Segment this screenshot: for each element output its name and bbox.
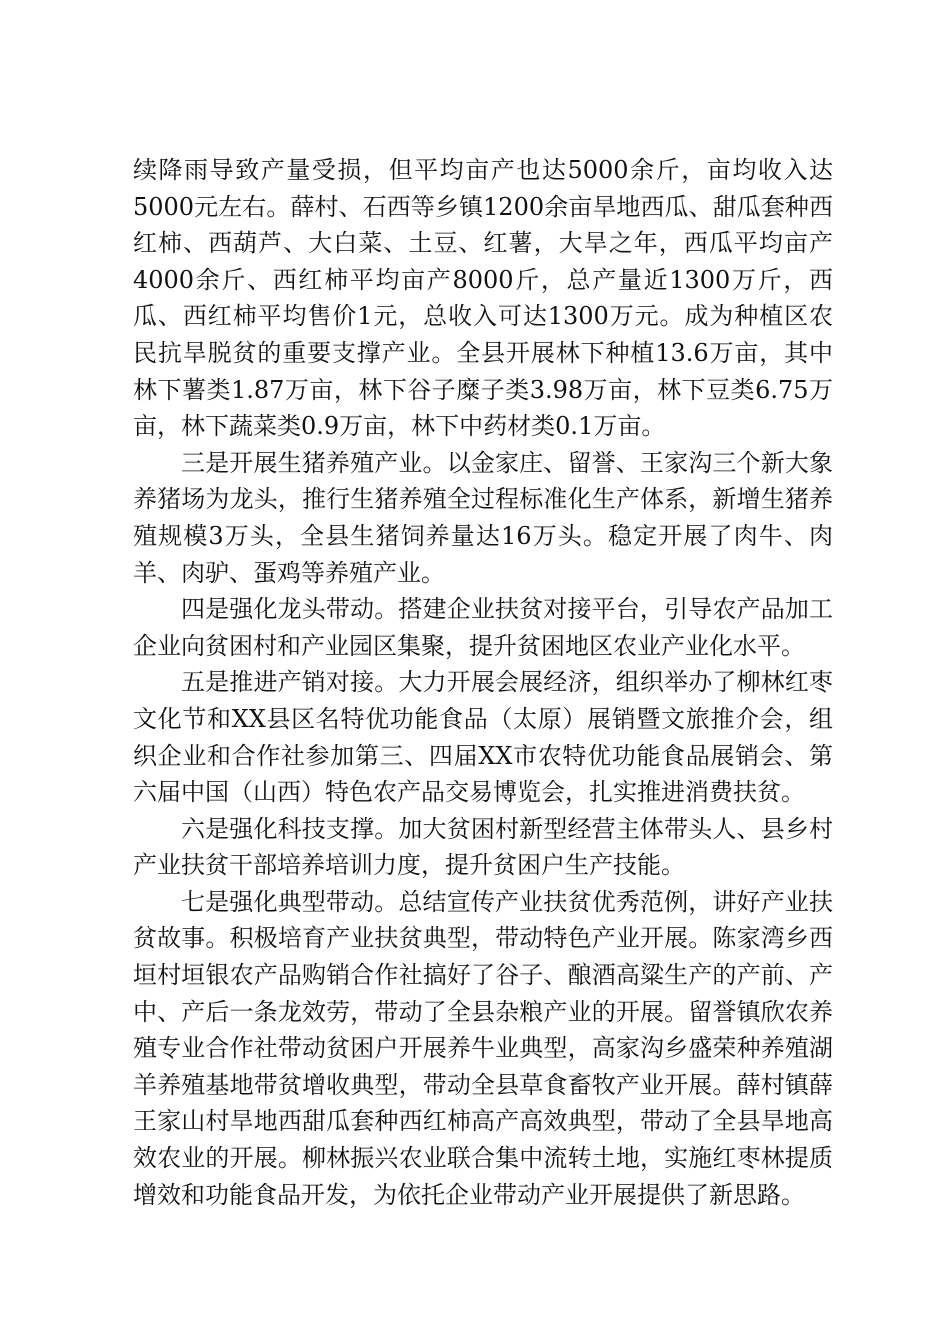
paragraph-pig-farming: 三是开展生猪养殖产业。以金家庄、留誉、王家沟三个新大象养猪场为龙头，推行生猪养殖全过程标准化生产体系，新增生猪养殖规模3万头，全县生猪饲养量达16万头。稳定开展了肉牛、肉羊、肉驴、蛋鸡等养殖产业。: [133, 448, 833, 587]
paragraph-leading-enterprises: 四是强化龙头带动。搭建企业扶贫对接平台，引导农产品加工企业向贫困村和产业园区集聚，提升贫困地区农业产业化水平。: [133, 595, 833, 660]
paragraph-production-marketing: 五是推进产销对接。大力开展会展经济，组织举办了柳林红枣文化节和XX县区名特优功能食品（太原）展销暨文旅推介会，组织企业和合作社参加第三、四届XX市农特优功能食品展销会、第六届中国（山西）特色农产品交易博览会，扎实推进消费扶贫。: [133, 668, 833, 807]
paragraph-planting-continued: 续降雨导致产量受损，但平均亩产也达5000余斤，亩均收入达5000元左右。薛村、石西等乡镇1200余亩旱地西瓜、甜瓜套种西红柿、西葫芦、大白菜、土豆、红薯，大旱之年，西瓜平均亩产4000余斤、西红柿平均亩产8000斤，总产量近1300万斤，西瓜、西红柿平均售价1元，总收入可达1300万元。成为种植区农民抗旱脱贫的重要支撑产业。全县开展林下种植13.6万亩，其中林下薯类1.87万亩，林下谷子糜子类3.98万亩，林下豆类6.75万亩，林下蔬菜类0.9万亩，林下中药材类0.1万亩。: [133, 156, 833, 441]
document-body: [133, 152, 833, 1213]
paragraph-typical-examples: 七是强化典型带动。总结宣传产业扶贫优秀范例，讲好产业扶贫故事。积极培育产业扶贫典型，带动特色产业开展。陈家湾乡西垣村垣银农产品购销合作社搞好了谷子、酿酒高粱生产的产前、产中、产后一条龙效劳，带动了全县杂粮产业的开展。留誉镇欣农养殖专业合作社带动贫困户开展养牛业典型，高家沟乡盛荣种养殖湖羊养殖基地带贫增收典型，带动全县草食畜牧产业开展。薛村镇薛王家山村旱地西甜瓜套种西红柿高产高效典型，带动了全县旱地高效农业的开展。柳林振兴农业联合集中流转土地，实施红枣林提质增效和功能食品开发，为依托企业带动产业开展提供了新思路。: [133, 887, 833, 1209]
paragraph-technology-support: 六是强化科技支撑。加大贫困村新型经营主体带头人、县乡村产业扶贫干部培养培训力度，提升贫困户生产技能。: [133, 814, 833, 880]
